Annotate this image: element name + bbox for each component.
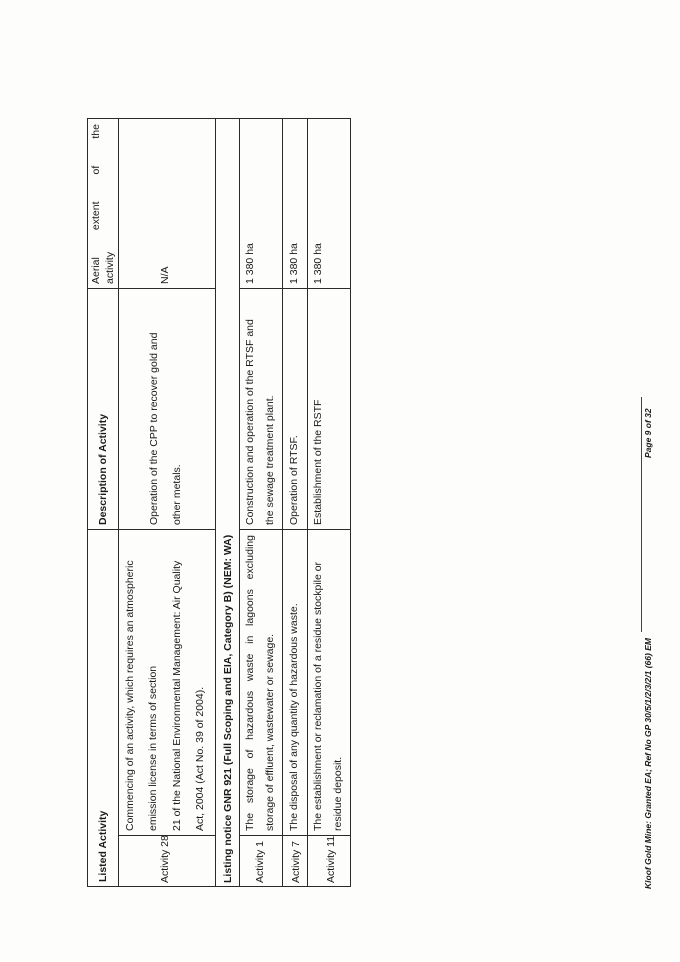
rule-row28 (215, 118, 216, 887)
row11-extent: 1 380 ha (312, 243, 324, 284)
section-header: Listing notice GNR 921 (Full Scoping and EIA, Category B) (NEM: WA) (222, 534, 234, 883)
row7-listed: The disposal of any quantity of hazardous waste. (288, 603, 300, 831)
row11-listed-line2: residue deposit. (332, 756, 344, 831)
row28-desc-line2: other metals. (171, 464, 183, 525)
footer-reference: Kloof Gold Mine: Granted EA; Ref No GP 30/5/1/2/3/2/1 (66) EM (643, 638, 653, 889)
rule-header (118, 118, 119, 887)
row11-listed-line1: The establishment or reclamation of a residue stockpile or (312, 561, 324, 831)
row28-listed-line4: Act, 2004 (Act No. 39 of 2004). (194, 686, 206, 831)
col-rule-desc (87, 529, 215, 530)
page-number: Page 9 of 32 (643, 408, 653, 458)
rule-row1 (282, 118, 283, 887)
col-rule-extent (87, 288, 215, 289)
row1-listed-line2: storage of effluent, wastewater or sewage. (264, 633, 276, 831)
row28-desc-line1: Operation of the CPP to recover gold and (148, 332, 160, 525)
row1-extent: 1 380 ha (244, 243, 256, 284)
row1-desc-line2: the sewage treatment plant. (264, 395, 276, 525)
row7-desc: Operation of RTSF. (288, 435, 300, 525)
row1-name: Activity 1 (254, 840, 266, 883)
row11-name: Activity 11 (325, 835, 337, 883)
rule-top (87, 118, 88, 887)
header-listed-activity: Listed Activity (97, 810, 109, 882)
row11-desc: Establishment of the RSTF (312, 399, 324, 525)
row1-desc-line1: Construction and operation of the RTSF and (244, 319, 256, 525)
footer-rule (641, 397, 642, 632)
row28-listed-line1: Commencing of an activity, which requires an atmospheric (124, 560, 136, 831)
rule-section (239, 118, 240, 887)
row28-listed-line3: 21 of the National Environmental Management: Air Quality (171, 560, 183, 831)
rule-row7 (307, 118, 308, 887)
row7-extent: 1 380 ha (288, 243, 300, 284)
row28-extent: N/A (159, 266, 171, 284)
header-aerial-line1: Aerial extent of the (90, 124, 102, 284)
header-aerial-line2: activity (104, 251, 116, 284)
header-description: Description of Activity (97, 413, 109, 525)
row28-listed-line2: emission license in terms of section (147, 665, 159, 831)
col-rule-left (87, 886, 351, 887)
col-rule-right (87, 118, 351, 119)
row7-name: Activity 7 (290, 840, 302, 883)
row28-name: Activity 28 (159, 835, 171, 883)
col-rule-extent-2 (239, 288, 350, 289)
row1-listed-line1: The storage of hazardous waste in lagoons excluding (244, 535, 256, 831)
activities-table (87, 118, 351, 887)
rule-bottom (350, 118, 351, 887)
col-rule-desc-2 (239, 529, 350, 530)
